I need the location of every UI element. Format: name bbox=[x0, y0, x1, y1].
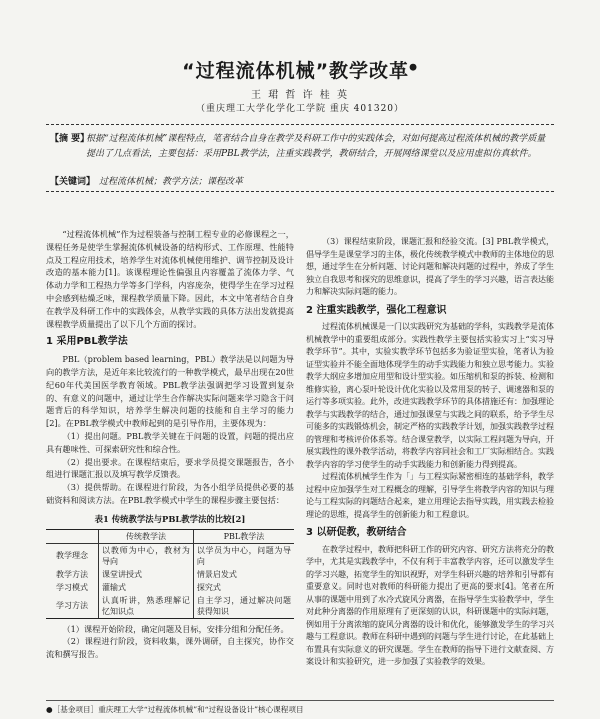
abstract-box bbox=[46, 124, 554, 192]
paragraph: （3）提供帮助。在课程进行阶段，为各小组学员提供必要的基础资料和阅读方法。在PBL教学模式中学生的课程步骤主要包括： bbox=[46, 482, 294, 505]
table-header: 传统教学法 bbox=[99, 529, 194, 543]
table-cell: 以学员为中心，问题为导向 bbox=[193, 543, 294, 568]
table-cell: 认真听讲，熟悉理解记忆知识点 bbox=[99, 594, 194, 619]
paragraph: 过程流体机械课是一门以实践研究为基础的学科，实践教学是流体机械教学中的重要组成部分。实践性教学主要包括实验实习上“实习导教学环节”。其中，实验实教学环节包括多为验证型实验，笔者认为验证型实验并不能全面地体现学生的动手实践能力和独立思考能力。实验教学大纲应多增加应用型和设计型实验。如压缩机和泵的拆装、检测和维修实验，离心泵叶轮设计优化实验以及常用泵的转子、调速器和泵的运行等多项实验。此外，改进实践教学环节的具体措施还有：加强理论教学与实践教学的结合，通过加强课堂与实践之间的联系，给予学生尽可能多的实践锻炼机会，制定严格的实践教学计划，加强实践教学过程的管理和考核评价体系等。结合课堂教学，以实际工程问题为导向，开展实践性的课外教学活动，将教学内容同社会和工厂实际相结合。实践教学内容的学习使学生的动手实践能力和创新能力得到提高。 bbox=[306, 322, 554, 469]
comparison-table bbox=[46, 529, 294, 619]
table-cell: 教学理念 bbox=[56, 551, 88, 561]
keywords-row bbox=[50, 175, 243, 190]
keywords-label: 【关键词】 bbox=[50, 177, 96, 187]
table-cell: 以教师为中心，教材为导向 bbox=[99, 543, 194, 568]
section-heading-1: 1 采用PBL教学法 bbox=[46, 336, 128, 348]
abstract-label: 【摘 要】 bbox=[50, 134, 90, 144]
intro-paragraph: “过程流体机械”作为过程装备与控制工程专业的必修课程之一，课程任务是使学生掌握流体机械设备的结构形式、工作原理、性能特点及工程应用技术，培养学生对流体机械使用维护、调节控制及设计改造的基本能力[1]。该课程理论性偏强且内容覆盖了流体力学、气体动力学和工程热力学等多门学科，内容庞杂，使得学生在学习过程中会感到枯燥乏味，课程教学质量下降。因此，本文中笔者结合自身在教学及科研工作中的实践体会，从教学实践的具体方法出发就提高课程教学质量提出了以下几个方面的探讨。 bbox=[46, 229, 294, 329]
footnote-marker: ● bbox=[409, 62, 418, 73]
abstract-text: 根据“过程流体机械”课程特点，笔者结合自身在教学及科研工作中的实践体会，对如何提高过程流体机械的教学质量提出了几点看法，主要包括：采用PBL教学法，注重实践教学，教研结合，开展网络课堂以及应用虚拟仿真软件。 bbox=[86, 134, 546, 159]
paragraph: （1）课程开始阶段，确定问题及目标，安排分组和分配任务。 bbox=[62, 623, 289, 634]
table-cell: 学习方法 bbox=[46, 594, 99, 619]
paragraph: （2）课程进行阶段，资料收集，课外调研，自主探究，协作交流和撰写报告。 bbox=[46, 636, 294, 660]
table-title: 表1 传统教学法与PBL教学法的比较[2] bbox=[94, 513, 246, 524]
footnote: ●［基金项目］重庆理工大学“过程流体机械”和“过程设备设计”核心课程项目 bbox=[46, 700, 554, 715]
paper-title: “过程流体机械”教学改革● bbox=[182, 60, 418, 82]
table-cell: 灌输式 bbox=[99, 581, 194, 594]
table-cell: 教学方法 bbox=[56, 569, 88, 579]
table-cell: 课堂讲授式 bbox=[99, 568, 194, 581]
table-cell: 自主学习，通过解决问题获得知识 bbox=[193, 594, 294, 619]
authors: 王 珺 哲 许 桂 英 bbox=[251, 90, 349, 101]
paragraph: （3）课程结束阶段，课题汇报和经验交流。[3] PBL教学模式，倡导学生是课堂学习的主体，极化传统教学模式中教师的主体地位的思想，通过学生在分析问题、讨论问题和解决问题的过程中，养成了学生独立自我思考和探究的思维意识，提高了学生的学习兴趣，语言表达能力和解决实际问题的能力。 bbox=[306, 237, 554, 296]
table-cell: 学习模式 bbox=[56, 582, 88, 592]
affiliation: （重庆理工大学化学化工学院 重庆 401320） bbox=[195, 104, 405, 114]
paragraph: （1）提出问题。PBL教学关键在于问题的设置，问题的提出应具有趣味性、可探索研究性和综合性。 bbox=[46, 430, 294, 454]
table-row bbox=[46, 543, 294, 568]
table-header bbox=[46, 529, 99, 543]
paragraph: 过程流体机械学生作为「」与工程实际紧密相连的基础学科，教学过程中应加强学生对工程概念的理解，引导学生将教学内容的知识与理论与工程实际的问题结合起来，建立用理论去指导实践，用实践去检验理论的思维，提高学生的创新能力和工程意识。 bbox=[306, 472, 554, 519]
right-column bbox=[306, 236, 554, 669]
paragraph: 在教学过程中，教师把科研工作的研究内容、研究方法将充分的教学中，尤其是实践教学中，不仅有利于丰富教学内容，还可以激发学生的学习兴趣，拓宽学生的知识视野，对学生科研兴趣的培养和引导都有重要意义。同时也对教师的科研能力提出了更高的要求[4]。笔者在所从事的课题中用到了水冷式旋风分离器，在指导学生实验教学中，学生对此种分离器的作用原理有了更深刻的认识，科研课题中的实际问题，例如用于分离浓缩的旋风分离器的设计和优化，能够激发学生的学习兴趣与工程意识。教师在科研中遇到的问题与学生进行讨论，在此基础上布置具有实际意义的研究课题。学生在教师的指导下进行文献查阅、方案设计和实验研究，进一步加强了实验教学的效果。 bbox=[306, 544, 554, 666]
paragraph: （2）提出要求。在课程结束后，要求学员提交课题报告，各小组进行课题汇报以及填写教学反馈表。 bbox=[46, 456, 294, 480]
section-heading-2: 2 注重实践教学，强化工程意识 bbox=[306, 304, 447, 316]
left-column bbox=[46, 228, 294, 661]
keywords: 过程流体机械；教学方法；课程改革 bbox=[99, 177, 244, 187]
table-header: PBL教学法 bbox=[193, 529, 294, 543]
table-cell: 情景启发式 bbox=[193, 568, 294, 581]
table-row bbox=[46, 594, 294, 619]
section-heading-3: 3 以研促教，教研结合 bbox=[306, 527, 407, 538]
paragraph: PBL（problem based learning，PBL）教学法是以问题为导向的教学方法，是近年来比较流行的一种教学模式，最早出现在20世纪60年代美国医学教育领域。PBL教学法强调把学习设置到复杂的、有意义的问题中，通过让学生合作解决实际问题来学习隐含于问题背后的科学知识，培养学生解决问题的技能和自主学习的能力[2]。在PBL教学模式中教师起到的是引导作用，主要体现为： bbox=[46, 354, 294, 429]
table-cell: 探究式 bbox=[193, 581, 294, 594]
table-row bbox=[46, 581, 294, 594]
table-row bbox=[46, 568, 294, 581]
